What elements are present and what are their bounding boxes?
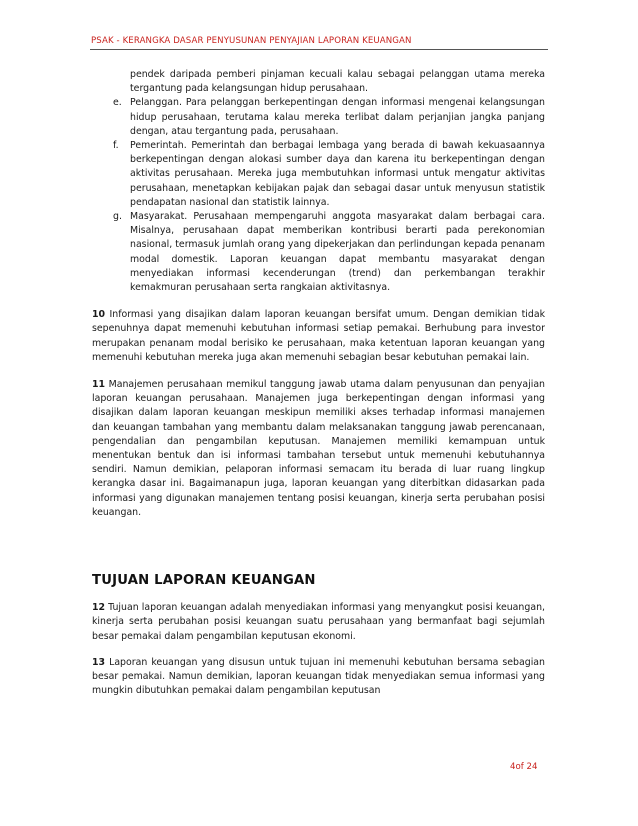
header-divider <box>90 49 548 50</box>
paragraph-text: Informasi yang disajikan dalam laporan keuangan bersifat umum. Dengan demikian tidak sepenuhnya dapat memenuhi kebutuhan informasi setiap pemakai. Berhubung para investor merupakan penanam modal berisiko ke perusahaan, maka ketentuan laporan keuangan yang memenuhi kebutuhan mereka juga akan memenuhi sebagian besar kebutuhan pemakai lain. <box>92 309 546 363</box>
list-item-text: Pelanggan. Para pelanggan berkepentingan dengan informasi mengenai kelangsungan hidup perusahaan, terutama kalau mereka terlibat dalam perjanjian jangka panjang dengan, atau tergantung pada, perusahaan. <box>130 97 545 137</box>
page-number: 4of 24 <box>510 762 538 772</box>
list-item <box>92 139 545 210</box>
spacer <box>92 520 545 573</box>
paragraph-11 <box>92 378 545 520</box>
list-marker: e. <box>113 97 122 109</box>
list-item-continuation: pendek daripada pemberi pinjaman kecuali kalau sebagai pelanggan utama mereka tergantung pada kelangsungan hidup perusahaan. <box>130 69 545 95</box>
paragraph-13 <box>92 656 545 699</box>
list-marker: f. <box>113 140 119 152</box>
paragraph-number: 11 <box>92 379 106 391</box>
paragraph-10 <box>92 308 545 365</box>
spacer <box>92 365 545 378</box>
running-header: PSAK - KERANGKA DASAR PENYUSUNAN PENYAJIAN LAPORAN KEUANGAN <box>91 36 412 46</box>
section-heading: TUJUAN LAPORAN KEUANGAN <box>92 573 316 589</box>
stakeholder-list <box>92 68 545 295</box>
list-item <box>92 96 545 139</box>
list-marker: g. <box>113 211 122 223</box>
list-item-text: Masyarakat. Perusahaan mempengaruhi anggota masyarakat dalam berbagai cara. Misalnya, perusahaan dapat memberikan kontribusi berarti pada perekonomian nasional, termasuk jumlah orang yang dipekerjakan dan perlindungan kepada penanam modal domestik. Laporan keuangan dapat membantu masyarakat dengan menyediakan informasi kecenderungan (trend) dan perkembangan terakhir kemakmuran perusahaan serta rangkaian aktivitasnya. <box>130 211 545 294</box>
spacer <box>92 644 545 656</box>
paragraph-number: 13 <box>92 656 106 668</box>
spacer <box>92 589 545 601</box>
paragraph-text: Manajemen perusahaan memikul tanggung jawab utama dalam penyusunan dan penyajian laporan keuangan perusahaan. Manajemen juga berkepentingan dengan informasi yang disajikan dalam laporan keuangan meskipun memiliki akses terhadap informasi manajemen dan keuangan tambahan yang membantu dalam melaksanakan tanggung jawab perencanaan, pengendalian dan pengambilan keputusan. Manajemen memiliki kemampuan untuk menentukan bentuk dan isi informasi tambahan tersebut untuk memenuhi kebutuhannya sendiri. Namun demikian, pelaporan informasi semacam itu berada di luar ruang lingkup kerangka dasar ini. Bagaimanapun juga, laporan keuangan yang diterbitkan didasarkan pada informasi yang digunakan manajemen tentang posisi keuangan, kinerja serta perubahan posisi keuangan. <box>92 379 545 518</box>
paragraph-12 <box>92 601 545 644</box>
spacer <box>92 295 545 308</box>
page-content <box>92 68 545 698</box>
list-item-text: Pemerintah. Pemerintah dan berbagai lembaga yang berada di bawah kekuasaannya berkepentingan dengan alokasi sumber daya dan karena itu berkepentingan dengan aktivitas perusahaan. Mereka juga membutuhkan informasi untuk mengatur aktivitas perusahaan, menetapkan kebijakan pajak dan sebagai dasar untuk menyusun statistik pendapatan nasional dan statistik lainnya. <box>130 140 545 208</box>
paragraph-number: 12 <box>92 602 106 614</box>
list-item <box>92 210 545 295</box>
paragraph-text: Laporan keuangan yang disusun untuk tujuan ini memenuhi kebutuhan bersama sebagian besar pemakai. Namun demikian, laporan keuangan tidak menyediakan semua informasi yang mungkin dibutuhkan pemakai dalam pengambilan keputusan <box>92 656 545 697</box>
paragraph-text: Tujuan laporan keuangan adalah menyediakan informasi yang menyangkut posisi keuangan, kinerja serta perubahan posisi keuangan suatu perusahaan yang bermanfaat bagi sejumlah besar pemakai dalam pengambilan keputusan ekonomi. <box>92 602 545 642</box>
paragraph-number: 10 <box>92 309 106 321</box>
